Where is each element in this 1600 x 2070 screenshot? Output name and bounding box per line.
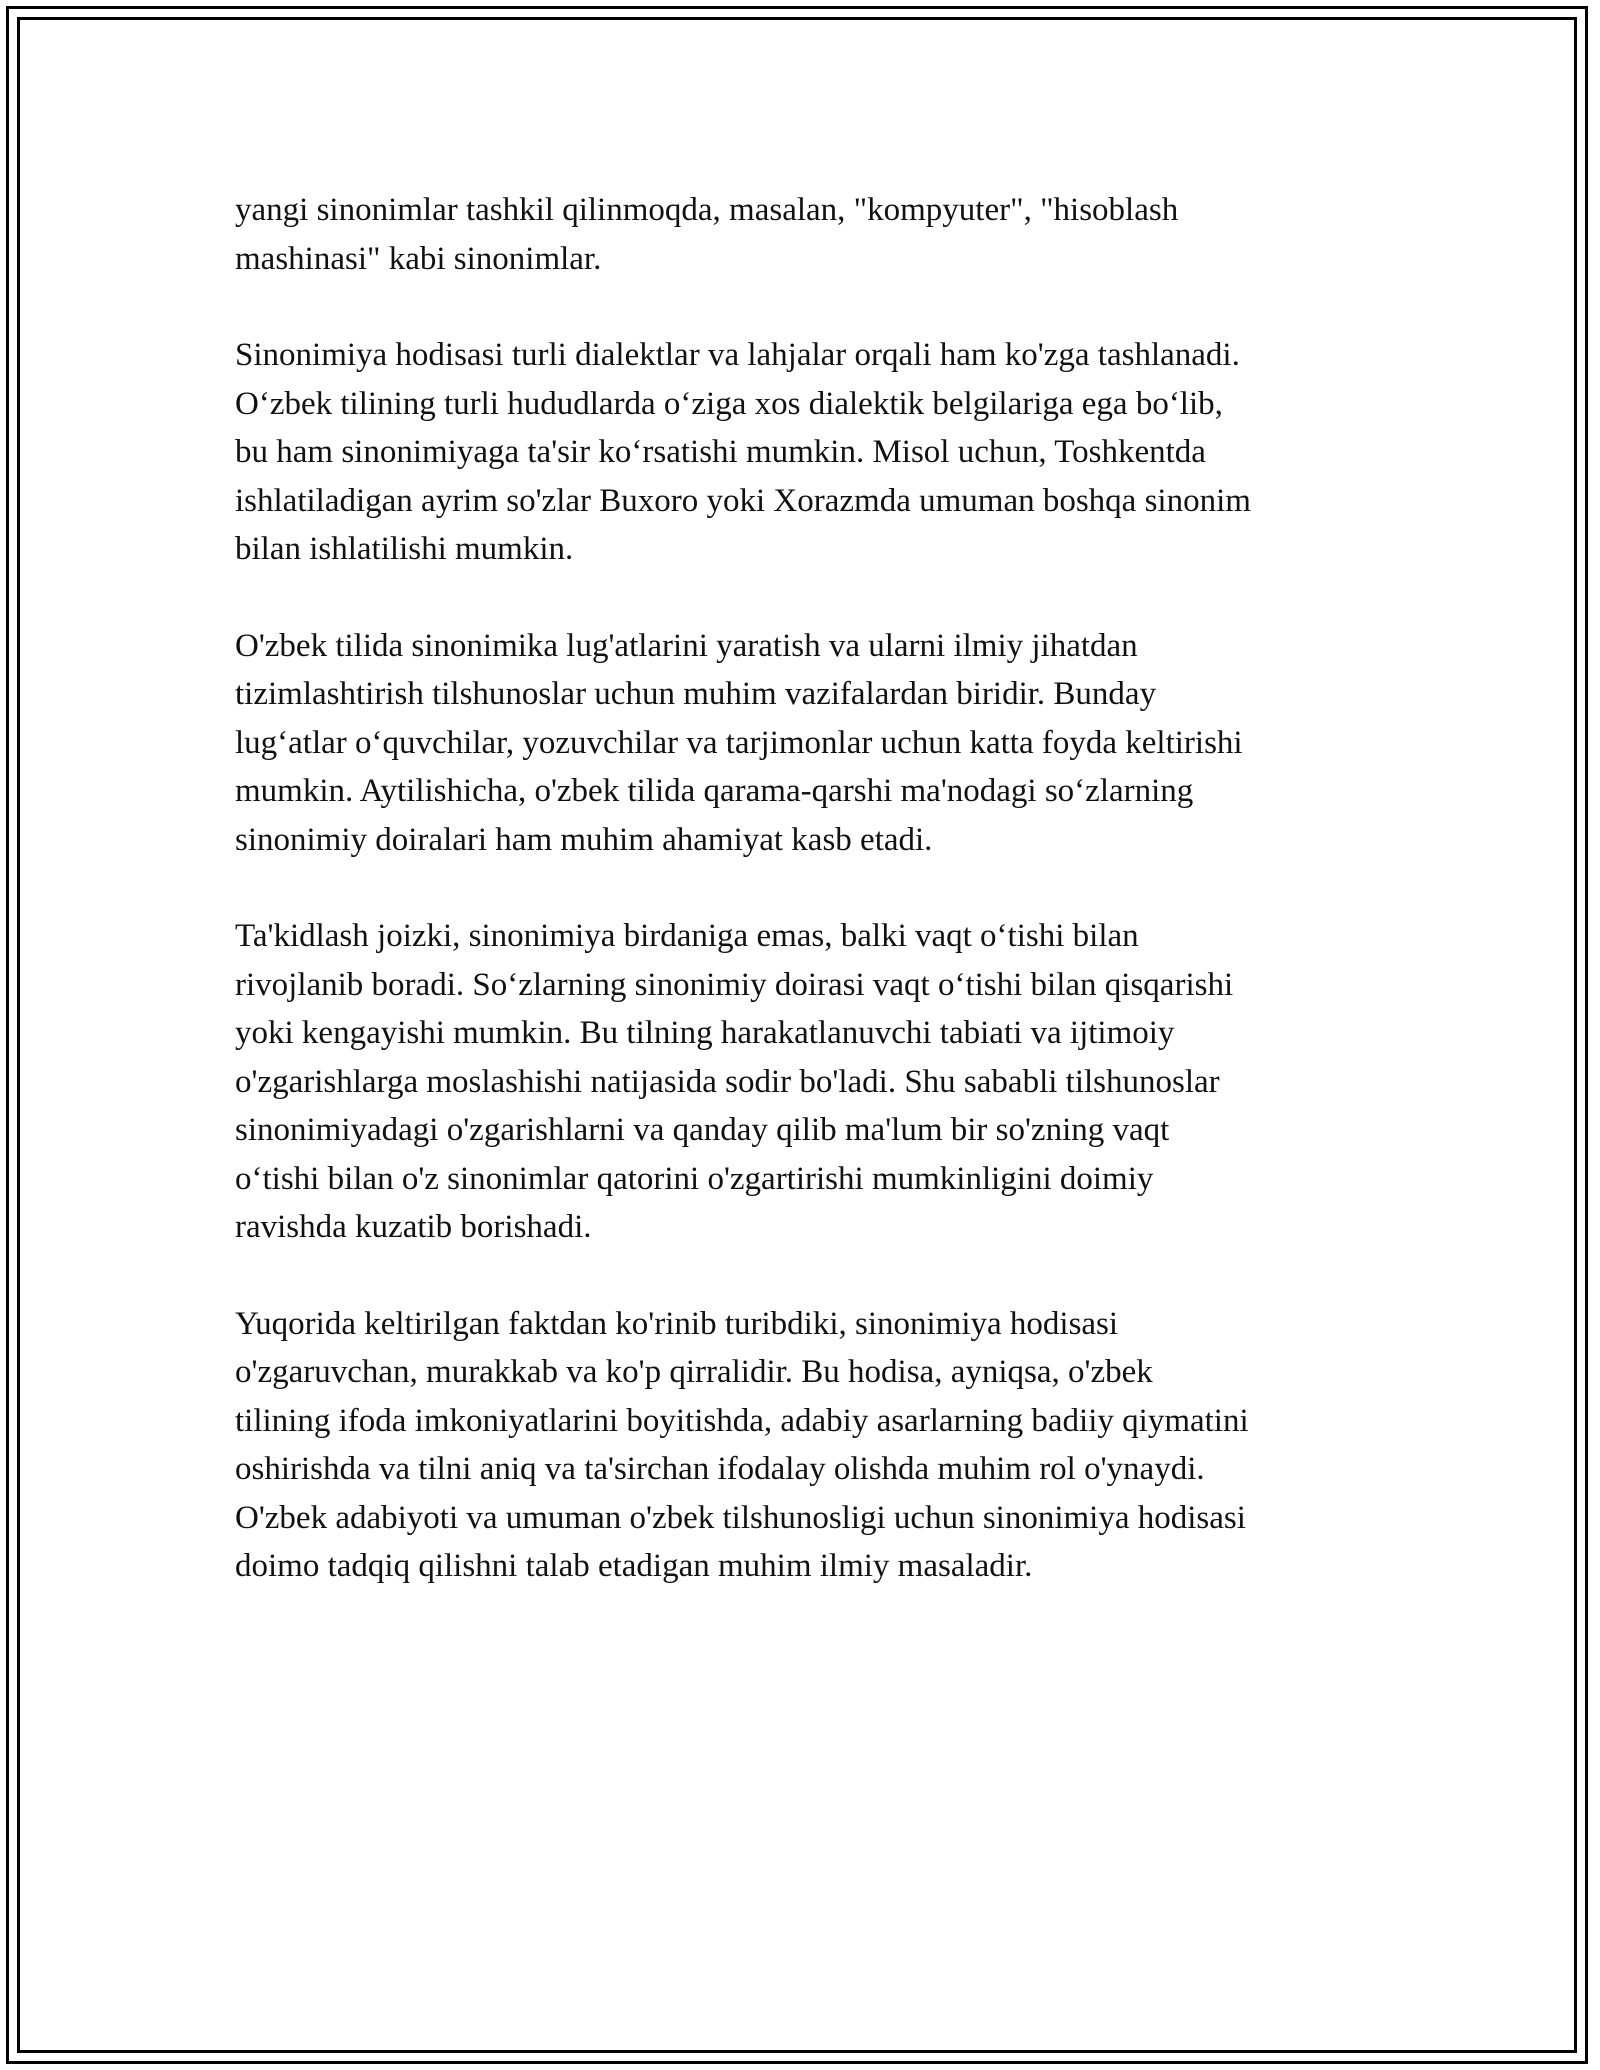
paragraph: yangi sinonimlar tashkil qilinmoqda, masalan, "kompyuter", "hisoblash mashinasi" kabi sinonimlar. [235,192,1179,277]
document-body [235,186,1385,1639]
paragraph: O'zbek tilida sinonimika lug'atlarini yaratish va ularni ilmiy jihatdan tizimlashtirish tilshunoslar uchun muhim vazifalardan biridir. Bunday lug‘atlar o‘quvchilar, yozuvchilar va tarjimonlar uchun katta foyda keltirishi mumkin. Aytilishicha, o'zbek tilida qarama-qarshi ma'nodagi so‘zlarning sinonimiy doiralari ham muhim ahamiyat kasb etadi. [235,627,1243,858]
paragraph: Yuqorida keltirilgan faktdan ko'rinib turibdiki, sinonimiya hodisasi o'zgaruvchan, murakkab va ko'p qirralidir. Bu hodisa, ayniqsa, o'zbek tilining ifoda imkoniyatlarini boyitishda, adabiy asarlarning badiiy qiymatini oshirishda va tilni aniq va ta'sirchan ifodalay olishda muhim rol o'ynaydi. O'zbek adabiyoti va umuman o'zbek tilshunosligi uchun sinonimiya hodisasi doimo tadqiq qilishni talab etadigan muhim ilmiy masaladir. [235,1305,1249,1584]
paragraph: Ta'kidlash joizki, sinonimiya birdaniga emas, balki vaqt o‘tishi bilan rivojlanib boradi. So‘zlarning sinonimiy doirasi vaqt o‘tishi bilan qisqarishi yoki kengayishi mumkin. Bu tilning harakatlanuvchi tabiati va ijtimoiy o'zgarishlarga moslashishi natijasida sodir bo'ladi. Shu sababli tilshunoslar sinonimiyadagi o'zgarishlarni va qanday qilib ma'lum bir so'zning vaqt o‘tishi bilan o'z sinonimlar qatorini o'zgartirishi mumkinligini doimiy ravishda kuzatib borishadi. [235,918,1234,1245]
paragraph: Sinonimiya hodisasi turli dialektlar va lahjalar orqali ham ko'zga tashlanadi. O‘zbek tilining turli hududlarda o‘ziga xos dialektik belgilariga ega bo‘lib, bu ham sinonimiyaga ta'sir ko‘rsatishi mumkin. Misol uchun, Toshkentda ishlatiladigan ayrim so'zlar Buxoro yoki Xorazmda umuman boshqa sinonim bilan ishlatilishi mumkin. [235,337,1251,567]
